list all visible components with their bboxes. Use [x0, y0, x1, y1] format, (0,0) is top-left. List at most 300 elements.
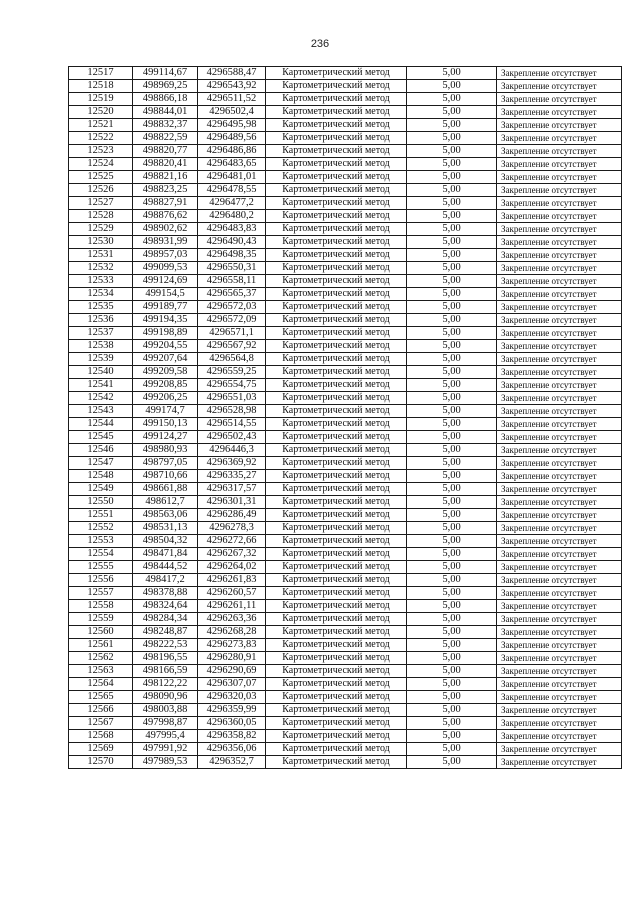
y-coordinate-cell: 4296543,92: [198, 80, 266, 93]
x-coordinate-cell: 498822,59: [133, 132, 198, 145]
point-number-cell: 12558: [69, 600, 133, 613]
x-coordinate-cell: 498166,59: [133, 665, 198, 678]
fixing-cell: Закрепление отсутствует: [497, 600, 622, 613]
method-cell: Картометрический метод: [266, 587, 407, 600]
table-row: [69, 236, 622, 249]
fixing-cell: Закрепление отсутствует: [497, 418, 622, 431]
method-cell: Картометрический метод: [266, 496, 407, 509]
precision-cell: 5,00: [407, 275, 497, 288]
precision-cell: 5,00: [407, 392, 497, 405]
fixing-cell: Закрепление отсутствует: [497, 119, 622, 132]
method-cell: Картометрический метод: [266, 613, 407, 626]
table-row: [69, 262, 622, 275]
x-coordinate-cell: 498866,18: [133, 93, 198, 106]
point-number-cell: 12517: [69, 67, 133, 80]
table-row: [69, 691, 622, 704]
table-row: [69, 405, 622, 418]
precision-cell: 5,00: [407, 93, 497, 106]
method-cell: Картометрический метод: [266, 509, 407, 522]
point-number-cell: 12551: [69, 509, 133, 522]
table-row: [69, 652, 622, 665]
table-row: [69, 327, 622, 340]
precision-cell: 5,00: [407, 236, 497, 249]
precision-cell: 5,00: [407, 327, 497, 340]
precision-cell: 5,00: [407, 223, 497, 236]
point-number-cell: 12537: [69, 327, 133, 340]
table-row: [69, 483, 622, 496]
table-row: [69, 392, 622, 405]
precision-cell: 5,00: [407, 80, 497, 93]
y-coordinate-cell: 4296369,92: [198, 457, 266, 470]
point-number-cell: 12554: [69, 548, 133, 561]
fixing-cell: Закрепление отсутствует: [497, 704, 622, 717]
table-row: [69, 171, 622, 184]
table-row: [69, 626, 622, 639]
y-coordinate-cell: 4296572,09: [198, 314, 266, 327]
x-coordinate-cell: 498222,53: [133, 639, 198, 652]
y-coordinate-cell: 4296565,37: [198, 288, 266, 301]
precision-cell: 5,00: [407, 288, 497, 301]
method-cell: Картометрический метод: [266, 67, 407, 80]
x-coordinate-cell: 498832,37: [133, 119, 198, 132]
point-number-cell: 12566: [69, 704, 133, 717]
method-cell: Картометрический метод: [266, 288, 407, 301]
method-cell: Картометрический метод: [266, 275, 407, 288]
fixing-cell: Закрепление отсутствует: [497, 275, 622, 288]
table-row: [69, 158, 622, 171]
fixing-cell: Закрепление отсутствует: [497, 652, 622, 665]
x-coordinate-cell: 498122,22: [133, 678, 198, 691]
table-row: [69, 561, 622, 574]
table-row: [69, 379, 622, 392]
x-coordinate-cell: 498612,7: [133, 496, 198, 509]
fixing-cell: Закрепление отсутствует: [497, 756, 622, 769]
y-coordinate-cell: 4296264,02: [198, 561, 266, 574]
fixing-cell: Закрепление отсутствует: [497, 171, 622, 184]
x-coordinate-cell: 498710,66: [133, 470, 198, 483]
method-cell: Картометрический метод: [266, 314, 407, 327]
fixing-cell: Закрепление отсутствует: [497, 288, 622, 301]
fixing-cell: Закрепление отсутствует: [497, 522, 622, 535]
precision-cell: 5,00: [407, 548, 497, 561]
fixing-cell: Закрепление отсутствует: [497, 314, 622, 327]
precision-cell: 5,00: [407, 730, 497, 743]
table-row: [69, 119, 622, 132]
x-coordinate-cell: 499206,25: [133, 392, 198, 405]
point-number-cell: 12546: [69, 444, 133, 457]
y-coordinate-cell: 4296498,35: [198, 249, 266, 262]
fixing-cell: Закрепление отсутствует: [497, 184, 622, 197]
x-coordinate-cell: 497995,4: [133, 730, 198, 743]
y-coordinate-cell: 4296286,49: [198, 509, 266, 522]
y-coordinate-cell: 4296571,1: [198, 327, 266, 340]
precision-cell: 5,00: [407, 470, 497, 483]
method-cell: Картометрический метод: [266, 535, 407, 548]
fixing-cell: Закрепление отсутствует: [497, 223, 622, 236]
fixing-cell: Закрепление отсутствует: [497, 613, 622, 626]
fixing-cell: Закрепление отсутствует: [497, 67, 622, 80]
y-coordinate-cell: 4296301,31: [198, 496, 266, 509]
point-number-cell: 12547: [69, 457, 133, 470]
fixing-cell: Закрепление отсутствует: [497, 509, 622, 522]
point-number-cell: 12564: [69, 678, 133, 691]
precision-cell: 5,00: [407, 483, 497, 496]
fixing-cell: Закрепление отсутствует: [497, 353, 622, 366]
y-coordinate-cell: 4296511,52: [198, 93, 266, 106]
precision-cell: 5,00: [407, 119, 497, 132]
fixing-cell: Закрепление отсутствует: [497, 691, 622, 704]
point-number-cell: 12528: [69, 210, 133, 223]
x-coordinate-cell: 498821,16: [133, 171, 198, 184]
x-coordinate-cell: 498504,32: [133, 535, 198, 548]
x-coordinate-cell: 498531,13: [133, 522, 198, 535]
point-number-cell: 12567: [69, 717, 133, 730]
precision-cell: 5,00: [407, 184, 497, 197]
point-number-cell: 12530: [69, 236, 133, 249]
x-coordinate-cell: 498820,77: [133, 145, 198, 158]
fixing-cell: Закрепление отсутствует: [497, 301, 622, 314]
fixing-cell: Закрепление отсутствует: [497, 665, 622, 678]
point-number-cell: 12543: [69, 405, 133, 418]
y-coordinate-cell: 4296359,99: [198, 704, 266, 717]
table-row: [69, 249, 622, 262]
method-cell: Картометрический метод: [266, 132, 407, 145]
x-coordinate-cell: 498876,62: [133, 210, 198, 223]
method-cell: Картометрический метод: [266, 106, 407, 119]
point-number-cell: 12553: [69, 535, 133, 548]
method-cell: Картометрический метод: [266, 548, 407, 561]
precision-cell: 5,00: [407, 67, 497, 80]
table-row: [69, 353, 622, 366]
method-cell: Картометрический метод: [266, 158, 407, 171]
table-row: [69, 431, 622, 444]
precision-cell: 5,00: [407, 457, 497, 470]
fixing-cell: Закрепление отсутствует: [497, 717, 622, 730]
fixing-cell: Закрепление отсутствует: [497, 392, 622, 405]
fixing-cell: Закрепление отсутствует: [497, 262, 622, 275]
fixing-cell: Закрепление отсутствует: [497, 249, 622, 262]
precision-cell: 5,00: [407, 600, 497, 613]
precision-cell: 5,00: [407, 314, 497, 327]
method-cell: Картометрический метод: [266, 600, 407, 613]
table-row: [69, 288, 622, 301]
point-number-cell: 12532: [69, 262, 133, 275]
fixing-cell: Закрепление отсутствует: [497, 366, 622, 379]
x-coordinate-cell: 499099,53: [133, 262, 198, 275]
point-number-cell: 12541: [69, 379, 133, 392]
method-cell: Картометрический метод: [266, 678, 407, 691]
y-coordinate-cell: 4296490,43: [198, 236, 266, 249]
precision-cell: 5,00: [407, 379, 497, 392]
fixing-cell: Закрепление отсутствует: [497, 535, 622, 548]
table-row: [69, 223, 622, 236]
x-coordinate-cell: 499189,77: [133, 301, 198, 314]
point-number-cell: 12519: [69, 93, 133, 106]
fixing-cell: Закрепление отсутствует: [497, 236, 622, 249]
precision-cell: 5,00: [407, 561, 497, 574]
y-coordinate-cell: 4296268,28: [198, 626, 266, 639]
fixing-cell: Закрепление отсутствует: [497, 210, 622, 223]
fixing-cell: Закрепление отсутствует: [497, 444, 622, 457]
method-cell: Картометрический метод: [266, 730, 407, 743]
x-coordinate-cell: 499208,85: [133, 379, 198, 392]
y-coordinate-cell: 4296260,57: [198, 587, 266, 600]
precision-cell: 5,00: [407, 145, 497, 158]
x-coordinate-cell: 499114,67: [133, 67, 198, 80]
fixing-cell: Закрепление отсутствует: [497, 93, 622, 106]
y-coordinate-cell: 4296267,32: [198, 548, 266, 561]
method-cell: Картометрический метод: [266, 262, 407, 275]
fixing-cell: Закрепление отсутствует: [497, 197, 622, 210]
method-cell: Картометрический метод: [266, 418, 407, 431]
y-coordinate-cell: 4296273,83: [198, 639, 266, 652]
y-coordinate-cell: 4296481,01: [198, 171, 266, 184]
point-number-cell: 12550: [69, 496, 133, 509]
point-number-cell: 12556: [69, 574, 133, 587]
precision-cell: 5,00: [407, 353, 497, 366]
x-coordinate-cell: 498003,88: [133, 704, 198, 717]
fixing-cell: Закрепление отсутствует: [497, 743, 622, 756]
point-number-cell: 12560: [69, 626, 133, 639]
y-coordinate-cell: 4296495,98: [198, 119, 266, 132]
x-coordinate-cell: 499154,5: [133, 288, 198, 301]
x-coordinate-cell: 498444,52: [133, 561, 198, 574]
y-coordinate-cell: 4296554,75: [198, 379, 266, 392]
precision-cell: 5,00: [407, 496, 497, 509]
fixing-cell: Закрепление отсутствует: [497, 548, 622, 561]
precision-cell: 5,00: [407, 756, 497, 769]
x-coordinate-cell: 498324,64: [133, 600, 198, 613]
table-row: [69, 132, 622, 145]
x-coordinate-cell: 498980,93: [133, 444, 198, 457]
y-coordinate-cell: 4296489,56: [198, 132, 266, 145]
table-row: [69, 509, 622, 522]
point-number-cell: 12526: [69, 184, 133, 197]
precision-cell: 5,00: [407, 106, 497, 119]
table-row: [69, 197, 622, 210]
method-cell: Картометрический метод: [266, 561, 407, 574]
x-coordinate-cell: 497998,87: [133, 717, 198, 730]
x-coordinate-cell: 498248,87: [133, 626, 198, 639]
y-coordinate-cell: 4296483,65: [198, 158, 266, 171]
method-cell: Картометрический метод: [266, 366, 407, 379]
point-number-cell: 12521: [69, 119, 133, 132]
x-coordinate-cell: 498957,03: [133, 249, 198, 262]
fixing-cell: Закрепление отсутствует: [497, 327, 622, 340]
method-cell: Картометрический метод: [266, 301, 407, 314]
method-cell: Картометрический метод: [266, 392, 407, 405]
point-number-cell: 12540: [69, 366, 133, 379]
y-coordinate-cell: 4296263,36: [198, 613, 266, 626]
x-coordinate-cell: 498417,2: [133, 574, 198, 587]
method-cell: Картометрический метод: [266, 93, 407, 106]
table-row: [69, 210, 622, 223]
y-coordinate-cell: 4296551,03: [198, 392, 266, 405]
x-coordinate-cell: 498820,41: [133, 158, 198, 171]
y-coordinate-cell: 4296272,66: [198, 535, 266, 548]
table-row: [69, 275, 622, 288]
x-coordinate-cell: 498471,84: [133, 548, 198, 561]
y-coordinate-cell: 4296352,7: [198, 756, 266, 769]
coordinates-table-body: [69, 67, 622, 769]
method-cell: Картометрический метод: [266, 444, 407, 457]
point-number-cell: 12518: [69, 80, 133, 93]
fixing-cell: Закрепление отсутствует: [497, 574, 622, 587]
y-coordinate-cell: 4296567,92: [198, 340, 266, 353]
point-number-cell: 12548: [69, 470, 133, 483]
point-number-cell: 12561: [69, 639, 133, 652]
method-cell: Картометрический метод: [266, 236, 407, 249]
table-row: [69, 574, 622, 587]
table-row: [69, 587, 622, 600]
point-number-cell: 12533: [69, 275, 133, 288]
precision-cell: 5,00: [407, 665, 497, 678]
x-coordinate-cell: 498931,99: [133, 236, 198, 249]
x-coordinate-cell: 498823,25: [133, 184, 198, 197]
precision-cell: 5,00: [407, 678, 497, 691]
x-coordinate-cell: 498090,96: [133, 691, 198, 704]
x-coordinate-cell: 499207,64: [133, 353, 198, 366]
fixing-cell: Закрепление отсутствует: [497, 132, 622, 145]
table-row: [69, 93, 622, 106]
precision-cell: 5,00: [407, 444, 497, 457]
y-coordinate-cell: 4296483,83: [198, 223, 266, 236]
table-row: [69, 67, 622, 80]
x-coordinate-cell: 499204,55: [133, 340, 198, 353]
fixing-cell: Закрепление отсутствует: [497, 80, 622, 93]
method-cell: Картометрический метод: [266, 483, 407, 496]
precision-cell: 5,00: [407, 210, 497, 223]
x-coordinate-cell: 498661,88: [133, 483, 198, 496]
method-cell: Картометрический метод: [266, 743, 407, 756]
x-coordinate-cell: 499198,89: [133, 327, 198, 340]
y-coordinate-cell: 4296572,03: [198, 301, 266, 314]
y-coordinate-cell: 4296356,06: [198, 743, 266, 756]
table-row: [69, 665, 622, 678]
y-coordinate-cell: 4296278,3: [198, 522, 266, 535]
fixing-cell: Закрепление отсутствует: [497, 340, 622, 353]
precision-cell: 5,00: [407, 132, 497, 145]
precision-cell: 5,00: [407, 743, 497, 756]
precision-cell: 5,00: [407, 340, 497, 353]
x-coordinate-cell: 498902,62: [133, 223, 198, 236]
y-coordinate-cell: 4296335,27: [198, 470, 266, 483]
table-row: [69, 600, 622, 613]
method-cell: Картометрический метод: [266, 639, 407, 652]
coordinates-table: [68, 66, 622, 769]
point-number-cell: 12563: [69, 665, 133, 678]
method-cell: Картометрический метод: [266, 210, 407, 223]
precision-cell: 5,00: [407, 171, 497, 184]
y-coordinate-cell: 4296480,2: [198, 210, 266, 223]
point-number-cell: 12524: [69, 158, 133, 171]
fixing-cell: Закрепление отсутствует: [497, 587, 622, 600]
method-cell: Картометрический метод: [266, 249, 407, 262]
point-number-cell: 12535: [69, 301, 133, 314]
page-number: 236: [310, 38, 330, 50]
table-row: [69, 470, 622, 483]
point-number-cell: 12527: [69, 197, 133, 210]
y-coordinate-cell: 4296486,86: [198, 145, 266, 158]
precision-cell: 5,00: [407, 158, 497, 171]
method-cell: Картометрический метод: [266, 756, 407, 769]
x-coordinate-cell: 499124,27: [133, 431, 198, 444]
precision-cell: 5,00: [407, 418, 497, 431]
table-row: [69, 639, 622, 652]
table-row: [69, 366, 622, 379]
point-number-cell: 12523: [69, 145, 133, 158]
fixing-cell: Закрепление отсутствует: [497, 470, 622, 483]
precision-cell: 5,00: [407, 509, 497, 522]
y-coordinate-cell: 4296588,47: [198, 67, 266, 80]
point-number-cell: 12531: [69, 249, 133, 262]
y-coordinate-cell: 4296317,57: [198, 483, 266, 496]
y-coordinate-cell: 4296514,55: [198, 418, 266, 431]
precision-cell: 5,00: [407, 522, 497, 535]
method-cell: Картометрический метод: [266, 145, 407, 158]
y-coordinate-cell: 4296307,07: [198, 678, 266, 691]
point-number-cell: 12522: [69, 132, 133, 145]
point-number-cell: 12549: [69, 483, 133, 496]
method-cell: Картометрический метод: [266, 574, 407, 587]
point-number-cell: 12544: [69, 418, 133, 431]
point-number-cell: 12562: [69, 652, 133, 665]
y-coordinate-cell: 4296280,91: [198, 652, 266, 665]
point-number-cell: 12538: [69, 340, 133, 353]
precision-cell: 5,00: [407, 197, 497, 210]
table-row: [69, 548, 622, 561]
precision-cell: 5,00: [407, 249, 497, 262]
x-coordinate-cell: 499124,69: [133, 275, 198, 288]
precision-cell: 5,00: [407, 535, 497, 548]
fixing-cell: Закрепление отсутствует: [497, 639, 622, 652]
x-coordinate-cell: 499174,7: [133, 405, 198, 418]
y-coordinate-cell: 4296446,3: [198, 444, 266, 457]
fixing-cell: Закрепление отсутствует: [497, 379, 622, 392]
x-coordinate-cell: 497991,92: [133, 743, 198, 756]
table-row: [69, 496, 622, 509]
method-cell: Картометрический метод: [266, 340, 407, 353]
table-row: [69, 340, 622, 353]
y-coordinate-cell: 4296559,25: [198, 366, 266, 379]
fixing-cell: Закрепление отсутствует: [497, 145, 622, 158]
point-number-cell: 12569: [69, 743, 133, 756]
fixing-cell: Закрепление отсутствует: [497, 678, 622, 691]
point-number-cell: 12520: [69, 106, 133, 119]
y-coordinate-cell: 4296528,98: [198, 405, 266, 418]
x-coordinate-cell: 498284,34: [133, 613, 198, 626]
precision-cell: 5,00: [407, 717, 497, 730]
precision-cell: 5,00: [407, 366, 497, 379]
point-number-cell: 12557: [69, 587, 133, 600]
table-row: [69, 314, 622, 327]
method-cell: Картометрический метод: [266, 379, 407, 392]
precision-cell: 5,00: [407, 613, 497, 626]
table-row: [69, 613, 622, 626]
y-coordinate-cell: 4296261,83: [198, 574, 266, 587]
table-row: [69, 457, 622, 470]
y-coordinate-cell: 4296502,4: [198, 106, 266, 119]
table-row: [69, 418, 622, 431]
table-row: [69, 444, 622, 457]
method-cell: Картометрический метод: [266, 184, 407, 197]
precision-cell: 5,00: [407, 691, 497, 704]
table-row: [69, 184, 622, 197]
precision-cell: 5,00: [407, 704, 497, 717]
method-cell: Картометрический метод: [266, 457, 407, 470]
y-coordinate-cell: 4296564,8: [198, 353, 266, 366]
table-row: [69, 743, 622, 756]
